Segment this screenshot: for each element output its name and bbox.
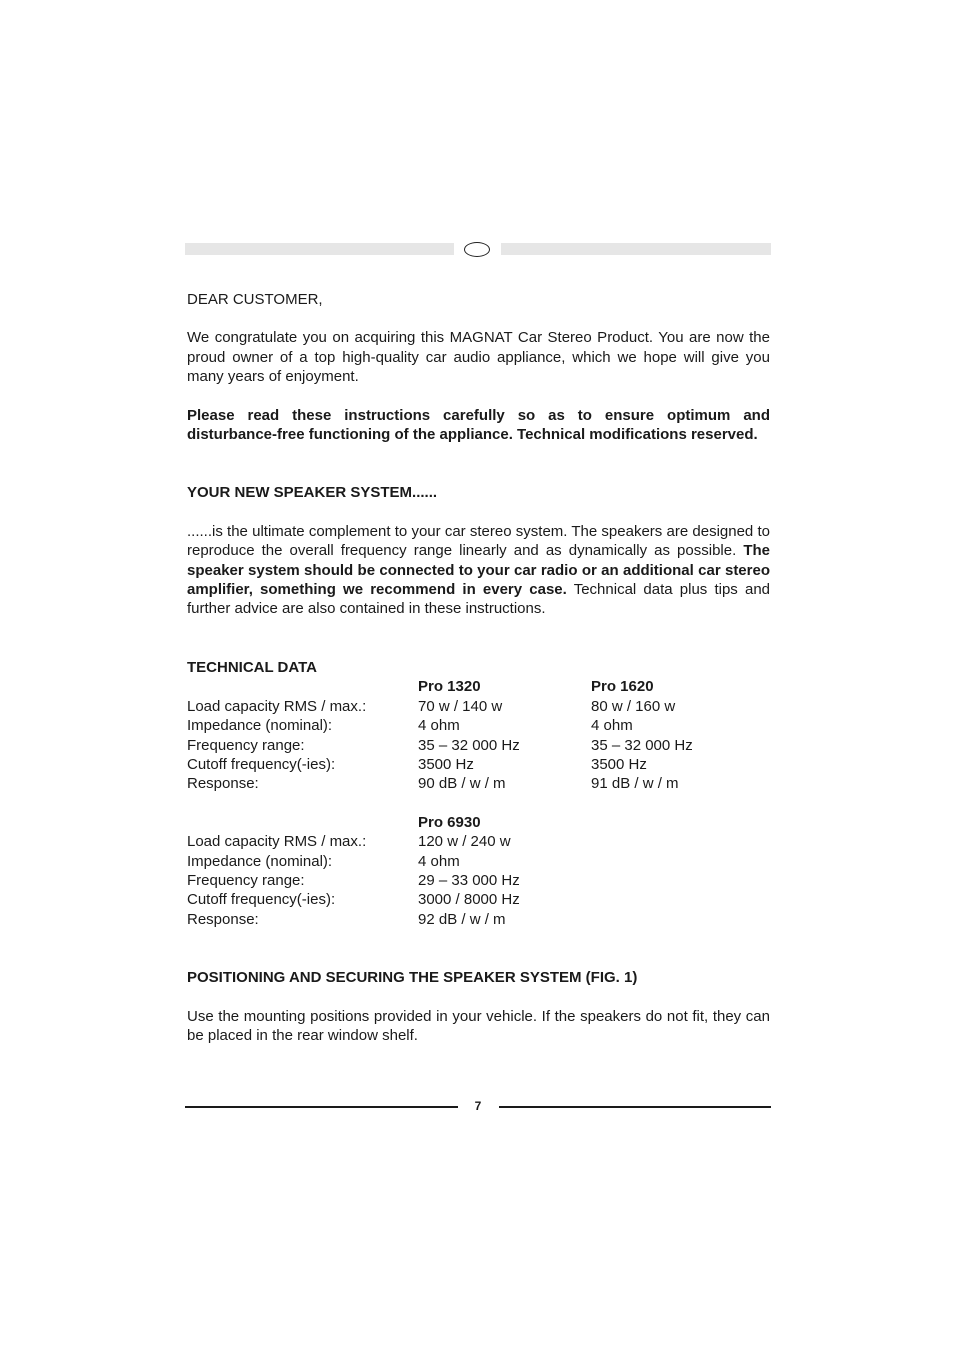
spec-value: 4 ohm — [418, 717, 460, 735]
spec-value: 29 – 33 000 Hz — [418, 871, 520, 889]
page-content — [187, 290, 770, 1045]
speaker-text-2: Technical data plus tips and further advice are also contained in these instructions. — [187, 581, 770, 618]
speaker-text-bold: The speaker system should be connected to your car radio or an additional car stereo amplifier, something we recommend in every case. — [187, 542, 771, 599]
model-name: Pro 1620 — [591, 678, 654, 696]
spec-value: 92 dB / w / m — [418, 910, 506, 928]
positioning-paragraph: Use the mounting positions provided in your vehicle. If the speakers do not fit, they can be placed in the rear window shelf. — [187, 1007, 770, 1044]
positioning-heading: POSITIONING AND SECURING THE SPEAKER SYSTEM (FIG. 1) — [187, 969, 638, 987]
spec-value: 4 ohm — [418, 852, 460, 870]
spec-empty — [591, 910, 770, 929]
spec-value: 91 dB / w / m — [591, 775, 679, 793]
spec-value: 35 – 32 000 Hz — [418, 736, 520, 754]
spec-label: Frequency range: — [187, 871, 305, 889]
spec-value: 120 w / 240 w — [418, 833, 511, 851]
spec-value: 70 w / 140 w — [418, 697, 503, 715]
spec-label: Response: — [187, 910, 259, 928]
page-number: 7 — [474, 1099, 482, 1113]
spec-empty — [591, 871, 770, 890]
spec-empty — [591, 813, 770, 832]
spec-value: 3500 Hz — [418, 755, 474, 773]
model-name: Pro 1320 — [418, 678, 481, 696]
greeting: DEAR CUSTOMER, — [187, 291, 323, 308]
spec-label: Frequency range: — [187, 736, 305, 754]
spec-label-blank — [187, 677, 418, 696]
intro-paragraph: We congratulate you on acquiring this MAGNAT Car Stereo Product. You are now the proud owner of a top high-quality car audio appliance, which we hope will give you many years of enjoyment. — [187, 329, 770, 386]
header-bar-left — [185, 243, 454, 255]
spec-label: Load capacity RMS / max.: — [187, 833, 367, 851]
spec-label: Response: — [187, 775, 259, 793]
footer-rule-right — [499, 1106, 771, 1108]
spec-label: Load capacity RMS / max.: — [187, 697, 367, 715]
speaker-section-paragraph — [187, 522, 770, 619]
spec-empty — [591, 852, 770, 871]
spec-empty — [591, 832, 770, 851]
spec-value: 90 dB / w / m — [418, 775, 506, 793]
notice-paragraph: Please read these instructions carefully so as to ensure optimum and disturbance-free functioning of the appliance. Technical modifications reserved. — [187, 406, 770, 444]
spec-value: 3500 Hz — [591, 755, 647, 773]
footer-rule-left — [185, 1106, 458, 1108]
spec-value: 3000 / 8000 Hz — [418, 891, 520, 909]
spec-empty — [591, 890, 770, 909]
header-bar-right — [501, 243, 771, 255]
spec-table-b — [187, 813, 770, 929]
spec-label: Cutoff frequency(-ies): — [187, 755, 336, 773]
spec-label: Cutoff frequency(-ies): — [187, 891, 336, 909]
model-name: Pro 6930 — [418, 813, 481, 831]
speaker-section-heading: YOUR NEW SPEAKER SYSTEM...... — [187, 484, 438, 502]
spec-table-a — [187, 677, 770, 793]
spec-value: 35 – 32 000 Hz — [591, 736, 693, 754]
spec-label: Impedance (nominal): — [187, 717, 333, 735]
language-oval-badge — [464, 242, 490, 257]
spec-label-blank — [187, 813, 418, 832]
spec-label: Impedance (nominal): — [187, 852, 333, 870]
speaker-text-1: ......is the ultimate complement to your car stereo system. The speakers are designed to reproduce the overall frequency range linearly and as dynamically as possible. — [187, 522, 770, 560]
technical-data-heading: TECHNICAL DATA — [187, 658, 317, 676]
spec-value: 80 w / 160 w — [591, 697, 676, 715]
spec-value: 4 ohm — [591, 717, 633, 735]
